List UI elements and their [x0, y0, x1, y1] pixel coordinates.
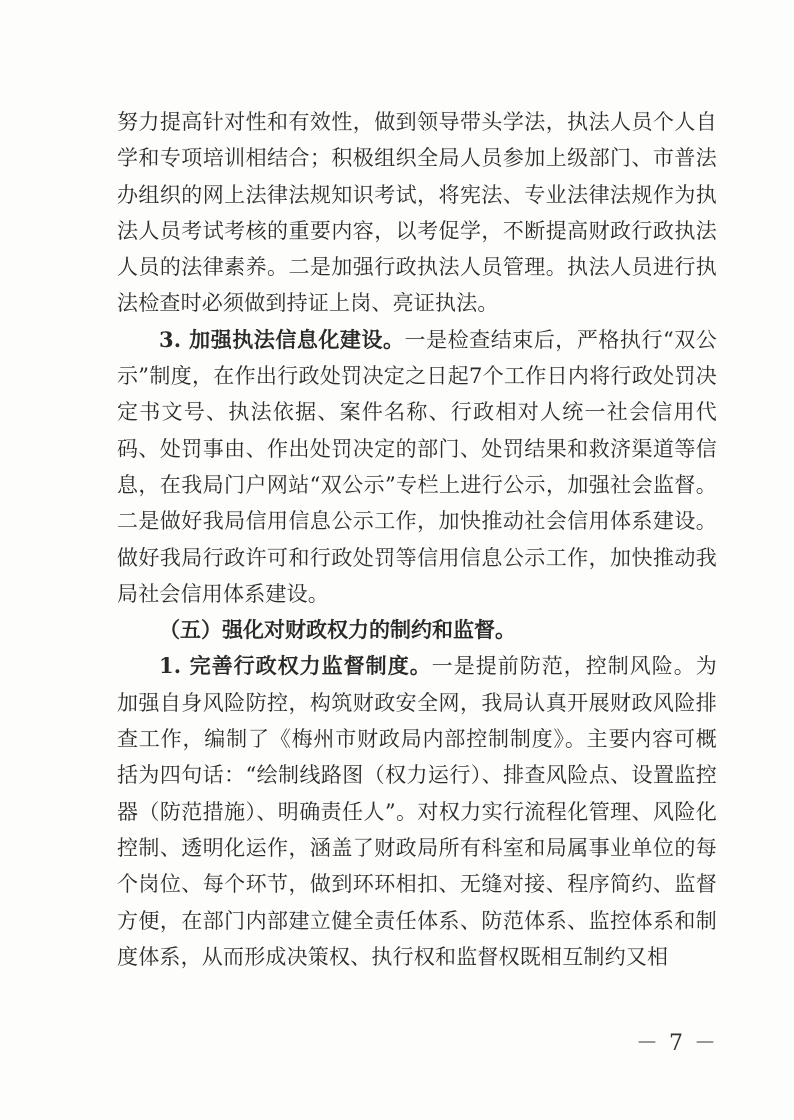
section-heading: （五）强化对财政权力的制约和监督。 [159, 617, 516, 643]
paragraph-text: 一是检查结束后，严格执行“双公示”制度，在作出行政处罚决定之日起7个工作日内将行政处罚决定书文号、执法依据、案件名称、行政相对人统一社会信用代码、处罚事由、作出处罚决定的部门、处罚结果和救济渠道等信息，在我局门户网站“双公示”专栏上进行公示，加强社会监督。二是做好我局信用信息公示工作，加快推动社会信用体系建设。做好我局行政许可和行政处罚等信用信息公示工作，加快推动我局社会信用体系建设。 [117, 327, 717, 606]
paragraph-text: 一是提前防范，控制风险。为加强自身风险防控，构筑财政安全网，我局认真开展财政风险排查工作，编制了《梅州市财政局内部控制制度》。主要内容可概括为四句话：“绘制线路图（权力运行）、排查风险点、设置监控器（防范措施）、明确责任人”。对权力实行流程化管理、风险化控制、透明化运作，涵盖了财政局所有科室和局属事业单位的每个岗位、每个环节，做到环环相扣、无缝对接、程序简约、监督方便，在部门内部建立健全责任体系、防范体系、监控体系和制度体系，从而形成决策权、执行权和监督权既相互制约又相 [117, 654, 717, 969]
paragraph-lead: 1. 完善行政权力监督制度。 [159, 653, 432, 679]
paragraph-lead: 3. 加强执法信息化建设。 [159, 326, 405, 352]
document-body [117, 104, 717, 975]
paragraph-law-training [117, 104, 717, 322]
page-number: － 7 － [636, 1031, 718, 1056]
paragraph-power-supervision [117, 648, 717, 975]
paragraph-text: 努力提高针对性和有效性，做到领导带头学法，执法人员个人自学和专项培训相结合；积极组织全局人员参加上级部门、市普法办组织的网上法律法规知识考试，将宪法、专业法律法规作为执法人员考试考核的重要内容，以考促学，不断提高财政行政执法人员的法律素养。二是加强行政执法人员管理。执法人员进行执法检查时必须做到持证上岗、亮证执法。 [117, 110, 717, 316]
paragraph-enforcement-informatization [117, 322, 717, 612]
